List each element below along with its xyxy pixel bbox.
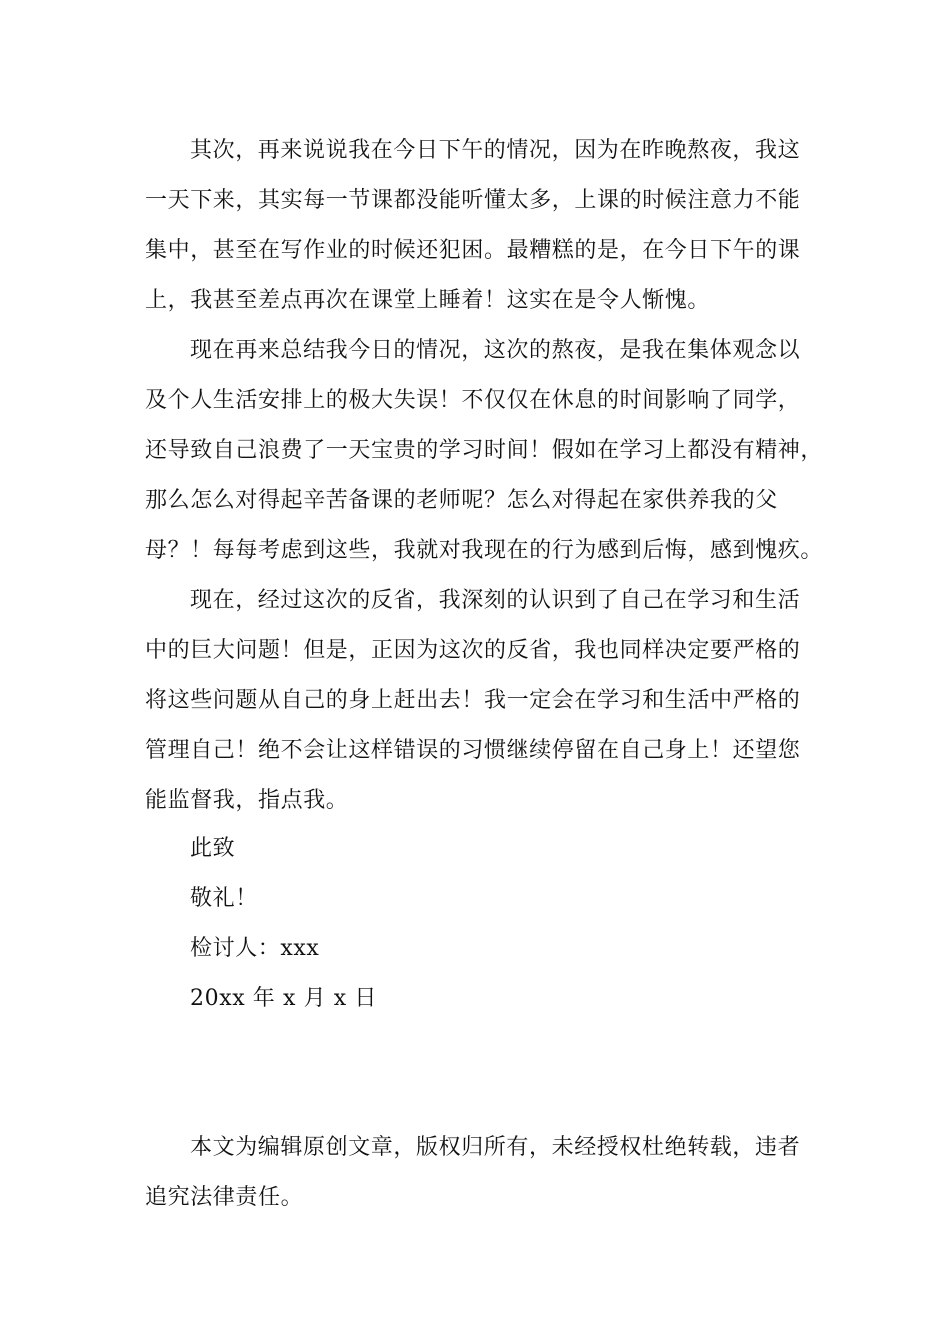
paragraph-line: 现在再来总结我今日的情况，这次的熬夜，是我在集体观念以 [190,338,801,363]
paragraph-line: 其次，再来说说我在今日下午的情况，因为在昨晚熬夜，我这 [190,138,801,163]
paragraph-line: 现在，经过这次的反省，我深刻的认识到了自己在学习和生活 [190,588,801,613]
signer-line: 检讨人：xxx [190,936,320,961]
paragraph-line: 及个人生活安排上的极大失误！不仅仅在休息的时间影响了同学， [145,388,801,413]
paragraph-line: 将这些问题从自己的身上赶出去！我一定会在学习和生活中严格的 [145,688,801,713]
paragraph-line: 能监督我，指点我。 [145,788,349,813]
notice-line: 追究法律责任。 [145,1185,304,1210]
paragraph-line: 中的巨大问题！但是，正因为这次的反省，我也同样决定要严格的 [145,638,801,663]
date-line: 20xx 年 x 月 x 日 [190,986,377,1011]
closing-salutation: 此致 [190,836,236,861]
paragraph-line: 母？！每每考虑到这些，我就对我现在的行为感到后悔，感到愧疚。 [145,538,824,563]
closing-regards: 敬礼！ [190,886,258,911]
paragraph-line: 那么怎么对得起辛苦备课的老师呢？怎么对得起在家供养我的父 [145,488,778,513]
paragraph-line: 管理自己！绝不会让这样错误的习惯继续停留在自己身上！还望您 [145,738,801,763]
notice-line: 本文为编辑原创文章，版权归所有，未经授权杜绝转载，违者 [190,1135,801,1160]
paragraph-line: 还导致自己浪费了一天宝贵的学习时间！假如在学习上都没有精神， [145,438,824,463]
paragraph-line: 上，我甚至差点再次在课堂上睡着！这实在是令人惭愧。 [145,288,711,313]
paragraph-line: 一天下来，其实每一节课都没能听懂太多，上课的时候注意力不能 [145,188,801,213]
paragraph-line: 集中，甚至在写作业的时候还犯困。最糟糕的是，在今日下午的课 [145,238,801,263]
